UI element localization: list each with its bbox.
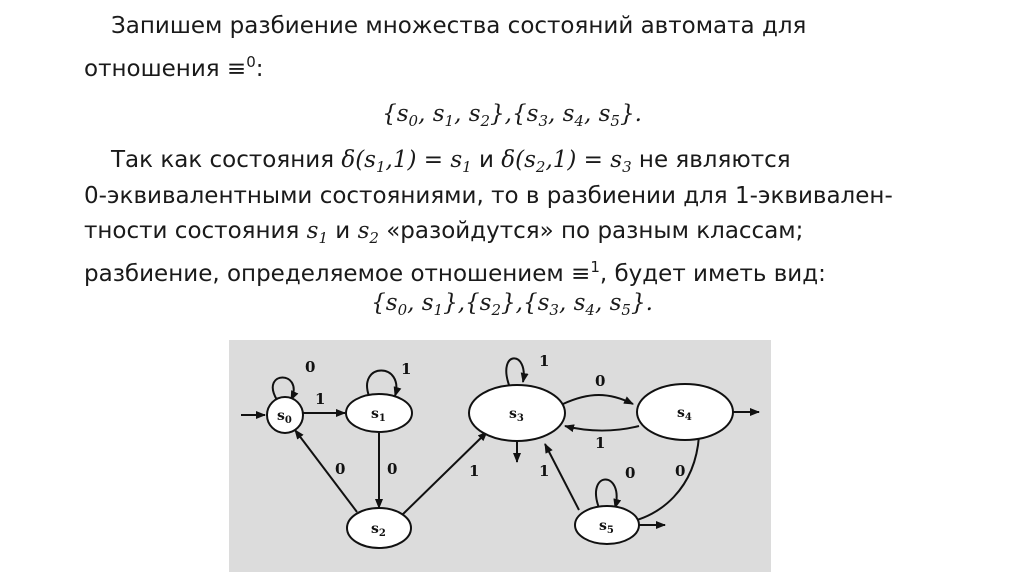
edge-label-s5-loop: 0 bbox=[625, 464, 636, 482]
edge-s2-s0 bbox=[295, 430, 357, 512]
text-run: : bbox=[255, 56, 264, 82]
subscript: 2 bbox=[535, 158, 546, 176]
state-s: s bbox=[479, 290, 492, 316]
state-s: s bbox=[396, 101, 409, 127]
edge-label-s3-loop: 1 bbox=[539, 352, 550, 370]
text-run: и bbox=[327, 218, 358, 244]
state-s: s bbox=[385, 290, 398, 316]
state-s: s bbox=[609, 290, 622, 316]
subscript: 5 bbox=[621, 301, 631, 319]
subscript: 1 bbox=[433, 301, 444, 319]
state-s: s bbox=[537, 290, 550, 316]
paragraph2-line1 bbox=[111, 146, 791, 181]
brace: { bbox=[371, 290, 386, 316]
edge-s3-loop bbox=[506, 358, 523, 385]
state-diagram-svg bbox=[229, 340, 771, 572]
edge-s5-s3 bbox=[545, 444, 579, 510]
text-run: отношения bbox=[84, 56, 227, 82]
comma: , bbox=[558, 290, 567, 316]
brace: },{ bbox=[443, 290, 480, 316]
edge-s1-loop bbox=[367, 371, 396, 397]
paragraph1-line2 bbox=[84, 48, 264, 83]
text-run: , будет иметь вид: bbox=[599, 261, 826, 287]
brace: },{ bbox=[490, 101, 527, 127]
edge-label-s4-s5: 0 bbox=[675, 462, 686, 480]
text-run: не являются bbox=[631, 147, 791, 173]
math-delta: δ(s bbox=[341, 147, 376, 173]
math-delta: δ(s bbox=[501, 147, 536, 173]
state-s: s bbox=[432, 101, 445, 127]
superscript: 0 bbox=[246, 53, 256, 71]
subscript: 4 bbox=[574, 112, 584, 130]
math-text: ,1) = s bbox=[385, 147, 463, 173]
subscript: 3 bbox=[538, 112, 548, 130]
subscript: 2 bbox=[369, 229, 379, 247]
edge-s3-s4 bbox=[563, 395, 633, 404]
math-text: ,1) = s bbox=[545, 147, 623, 173]
text-run: Запишем разбиение множества состояний автомата для bbox=[111, 13, 807, 39]
node-label-s1: $s_1$ bbox=[371, 406, 386, 424]
edge-s4-s5 bbox=[629, 436, 699, 522]
state-s: s bbox=[562, 101, 575, 127]
text-run: разбиение, определяемое отношением bbox=[84, 261, 572, 287]
edge-label-s0-loop: 0 bbox=[305, 358, 316, 376]
node-label-s2: $s_2$ bbox=[371, 521, 386, 539]
text-run: тности состояния bbox=[84, 218, 307, 244]
edge-label-s3-s4: 0 bbox=[595, 372, 606, 390]
state-diagram bbox=[229, 340, 771, 572]
paragraph2-line2 bbox=[84, 182, 893, 210]
subscript: 2 bbox=[480, 112, 491, 130]
state-s: s bbox=[357, 218, 370, 244]
brace: },{ bbox=[501, 290, 538, 316]
subscript: 4 bbox=[585, 301, 595, 319]
comma: , bbox=[594, 290, 603, 316]
subscript: 1 bbox=[375, 158, 386, 176]
edge-label-s2-s3: 1 bbox=[469, 462, 480, 480]
text-run: 0-эквивалентными состояниями, то в разбиении для 1-эквивален- bbox=[84, 183, 893, 209]
edge-label-s1-loop: 1 bbox=[401, 360, 412, 378]
subscript: 2 bbox=[491, 301, 502, 319]
comma: , bbox=[418, 101, 426, 127]
state-s: s bbox=[421, 290, 434, 316]
subscript: 3 bbox=[622, 158, 632, 176]
paragraph2-line3 bbox=[84, 217, 803, 252]
equiv-symbol: ≡ bbox=[571, 261, 591, 287]
brace: }. bbox=[619, 101, 642, 127]
paragraph1-line1 bbox=[111, 12, 806, 40]
equiv-symbol: ≡ bbox=[226, 56, 247, 82]
edge-label-s2-s0: 0 bbox=[335, 460, 346, 478]
subscript: 5 bbox=[610, 112, 620, 130]
node-label-s5: $s_5$ bbox=[599, 518, 614, 536]
edge-s5-loop bbox=[596, 480, 617, 509]
subscript: 1 bbox=[444, 112, 455, 130]
state-s: s bbox=[526, 101, 539, 127]
partition-equiv0 bbox=[0, 100, 1024, 135]
edge-label-s4-s3: 1 bbox=[595, 434, 606, 452]
subscript: 0 bbox=[408, 112, 419, 130]
comma: , bbox=[454, 101, 462, 127]
comma: , bbox=[583, 101, 592, 127]
brace: }. bbox=[630, 290, 653, 316]
state-s: s bbox=[306, 218, 319, 244]
subscript: 1 bbox=[462, 158, 472, 176]
partition-equiv1 bbox=[0, 289, 1024, 324]
subscript: 0 bbox=[397, 301, 408, 319]
edge-label-s1-s2: 0 bbox=[387, 460, 398, 478]
edge-label-s0-s1: 1 bbox=[315, 390, 326, 408]
node-label-s4: $s_4$ bbox=[677, 405, 692, 423]
state-s: s bbox=[598, 101, 611, 127]
brace: { bbox=[382, 101, 397, 127]
node-label-s0: $s_0$ bbox=[277, 408, 292, 426]
node-label-s3: $s_3$ bbox=[509, 406, 524, 424]
text-run: «разойдутся» по разным классам; bbox=[378, 218, 804, 244]
state-s: s bbox=[468, 101, 481, 127]
paragraph2-line4 bbox=[84, 253, 826, 288]
edge-label-s5-s3: 1 bbox=[539, 462, 550, 480]
text-run: Так как состояния bbox=[111, 147, 342, 173]
subscript: 3 bbox=[549, 301, 559, 319]
subscript: 1 bbox=[318, 229, 328, 247]
edge-s4-s3 bbox=[565, 426, 639, 431]
text-run: и bbox=[471, 147, 502, 173]
comma: , bbox=[547, 101, 556, 127]
state-s: s bbox=[573, 290, 586, 316]
superscript: 1 bbox=[590, 258, 600, 276]
comma: , bbox=[407, 290, 415, 316]
